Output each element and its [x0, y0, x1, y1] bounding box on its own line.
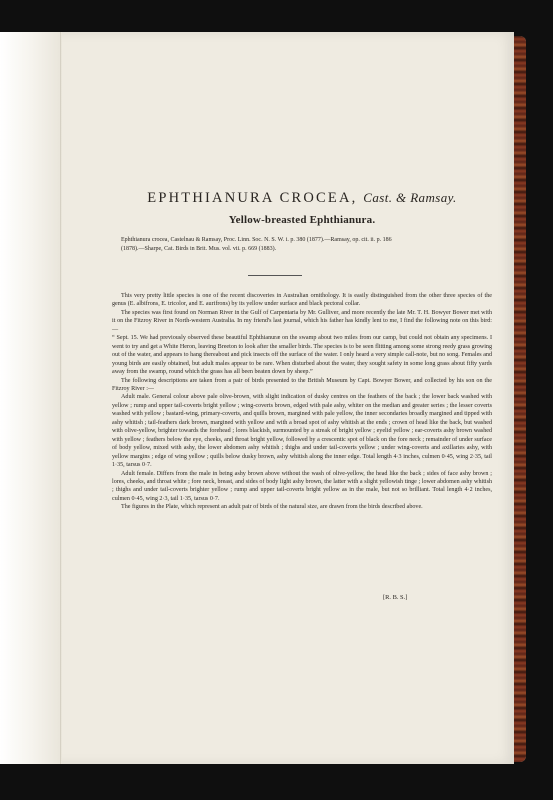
- paragraph-journal-quote: “ Sept. 15. We had previously observed these beautiful Ephthianuræ on the swamp about two miles from our camp, but could not obtain any specimens. I went to try and get a White Heron, leaving Breeton to look after the smaller birds. The species is to be seen flitting among some strong reedy grass growing out of the water, and appears to hang thereabout and pick insects off the surface of the water. I only heard a very simple call-note, but no song. Females and young birds are easily obtained, but adult males appear to be rare. When disturbed about the water, they sought safety in some long grass about fifty yards away from the swamp, round which the grass has all been beaten down by sheep.”: [112, 335, 492, 376]
- species-authors: Cast. & Ramsay.: [363, 190, 457, 205]
- synonymy-references: [112, 236, 492, 254]
- paragraph-figures: The figures in the Plate, which represent an adult pair of birds of the natural size, are drawn from the birds described above.: [121, 504, 423, 511]
- species-name: EPHTHIANURA CROCEA,: [147, 190, 358, 206]
- synonymy-line: (1878).—Sharpe, Cat. Birds in Brit. Mus. vol. vii. p. 669 (1883).: [121, 246, 277, 252]
- paragraph-intro: This very pretty little species is one of the recent discoveries in Australian ornithology. It is easily distinguished from the other three species of the genus (E. albifrons, E. tricolor, and E. aurifrons) by its yellow under surface and black pectoral collar.: [112, 293, 492, 308]
- author-initials: [R. B. S.]: [383, 594, 408, 601]
- paragraph-discovery: The species was first found on Norman River in the Gulf of Carpentaria by Mr. Gulliver, and more recently the late Mr. T. H. Bowyer Bower met with it on the Fitzroy River in North-western Australia. In my friend's last journal, which his father has kindly lent to me, I find the following note on this bird:—: [112, 309, 492, 333]
- common-name: Yellow-breasted Ephthianura.: [228, 214, 376, 226]
- body-text: [112, 292, 492, 512]
- paragraph-adult-male: Adult male. General colour above pale olive-brown, with slight indication of dusky centres on the feathers of the back ; the lower back washed with yellow ; rump and upper tail-coverts bright yellow ; wing-coverts brown, edged with pale ashy, whiter on the median and greater series ; the lesser coverts washed with yellow ; bastard-wing, primary-coverts, and quills brown, margined with pale yellow, the inner secondaries broadly margined and tipped with ashy whitish ; tail-feathers dark brown, margined with yellow and with a broad spot of ashy whitish at the ends ; crown of head like the back, but washed with olive-yellow, brighter towards the forehead ; lores blackish, surmounted by a streak of bright yellow ; eyelid yellow ; ear-coverts ashy brown washed with yellow ; feathers below the eye, cheeks, and throat bright yellow, followed by a crescentic spot of black on the fore neck ; remainder of under surface of body yellow, mixed with ashy, the lower abdomen ashy whitish ; thighs and under tail-coverts yellow ; under wing-coverts and axillaries ashy, with yellow margins ; edge of wing yellow ; quills below dusky brown, ashy whitish along the inner edge. Total length 4·3 inches, culmen 0·45, wing 2·35, tail 1·35, tarsus 0·7.: [112, 394, 492, 469]
- paragraph-source: The following descriptions are taken from a pair of birds presented to the British Museum by Capt. Bowyer Bower, and collected by his son on the Fitzroy River :—: [112, 377, 492, 392]
- species-title: [112, 190, 492, 207]
- paragraph-adult-female: Adult female. Differs from the male in being ashy brown above without the wash of olive-yellow, the head like the back ; sides of face ashy brown ; lores, cheeks, and throat white ; fore neck, breast, and sides of body light ashy brown, the latter with a slight yellowish tinge ; lower abdomen ashy whitish ; thighs and under tail-coverts brighter yellow ; rump and upper tail-coverts bright yellow as in the male, but not so brilliant. Total length 4·2 inches, culmen 0·45, wing 2·3, tail 1·35, tarsus 0·7.: [112, 470, 492, 502]
- page-gutter: [0, 32, 62, 764]
- synonymy-line: Ephthianura crocea, Castelnau & Ramsay, Proc. Linn. Soc. N. S. W. i. p. 380 (1877).—Ramsay, op. cit. ii. p. 186: [121, 237, 392, 243]
- plate-mark: [60, 32, 61, 764]
- section-divider: [248, 275, 302, 276]
